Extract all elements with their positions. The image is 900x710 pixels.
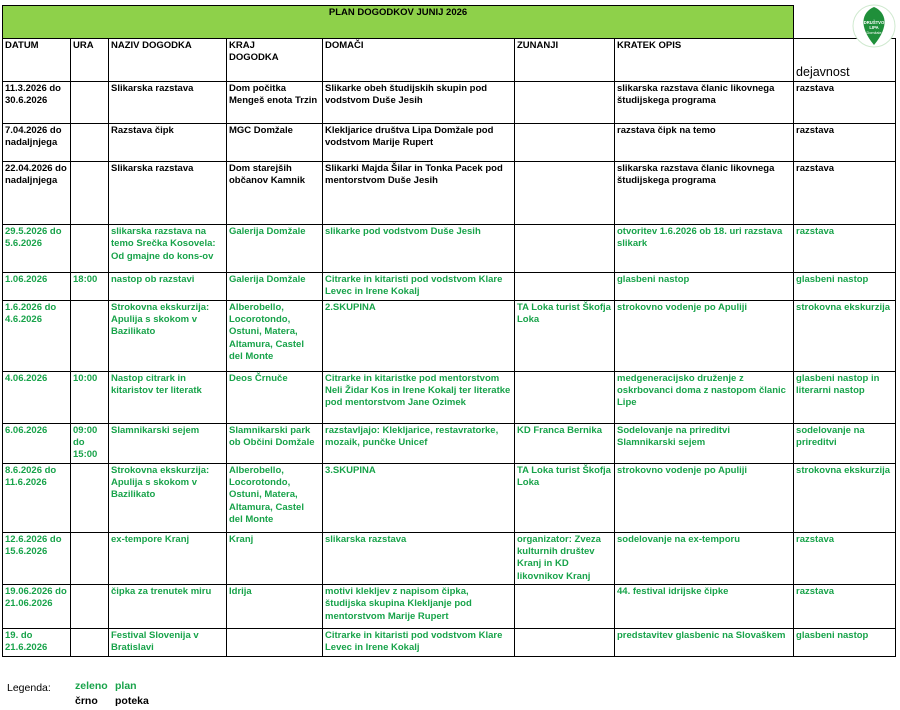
cell-datum: 19.06.2026 do 21.06.2026 <box>3 585 71 629</box>
header-dejavnost: dejavnost <box>794 39 896 82</box>
cell-dejavnost: glasbeni nastop in literarni nastop <box>794 371 896 423</box>
cell-zunanji <box>515 82 615 124</box>
cell-domaci: 2.SKUPINA <box>323 300 515 371</box>
cell-kraj: Alberobello, Locorotondo, Ostuni, Matera, Altamura, Castel del Monte <box>227 463 323 532</box>
cell-zunanji: organizator: Zveza kulturnih društev Kranj in KD likovnikov Kranj <box>515 532 615 584</box>
cell-naziv: Nastop citrark in kitaristov ter literatk <box>109 371 227 423</box>
cell-datum: 1.06.2026 <box>3 273 71 301</box>
cell-domaci: slikarke pod vodstvom Duše Jesih <box>323 225 515 273</box>
cell-domaci: Slikarki Majda Šilar in Tonka Pacek pod mentorstvom Duše Jesih <box>323 162 515 225</box>
cell-domaci: Klekljarice društva Lipa Domžale pod vodstvom Marije Rupert <box>323 124 515 162</box>
header-domaci: DOMAČI <box>323 39 515 82</box>
cell-opis: medgeneracijsko druženje z oskrbovanci doma z nastopom članic Lipe <box>615 371 794 423</box>
cell-zunanji <box>515 273 615 301</box>
cell-naziv: Slikarska razstava <box>109 82 227 124</box>
cell-opis: predstavitev glasbenic na Slovaškem <box>615 629 794 657</box>
cell-kraj: Dom starejših občanov Kamnik <box>227 162 323 225</box>
cell-opis: strokovno vodenje po Apuliji <box>615 300 794 371</box>
cell-ura <box>71 82 109 124</box>
table-row <box>3 124 896 162</box>
cell-dejavnost: razstava <box>794 532 896 584</box>
cell-domaci: Citrarke in kitaristi pod vodstvom Klare Levec in Irene Kokalj <box>323 273 515 301</box>
cell-datum: 19. do 21.6.2026 <box>3 629 71 657</box>
cell-ura: 10:00 <box>71 371 109 423</box>
cell-domaci: Slikarke obeh študijskih skupin pod vodstvom Duše Jesih <box>323 82 515 124</box>
table-row <box>3 371 896 423</box>
cell-ura <box>71 124 109 162</box>
title-row <box>3 6 896 39</box>
cell-dejavnost: strokovna ekskurzija <box>794 300 896 371</box>
legend-label: Legenda: <box>7 682 51 694</box>
event-plan-sheet <box>2 5 895 657</box>
cell-domaci: Citrarke in kitaristi pod vodstvom Klare Levec in Irene Kokalj <box>323 629 515 657</box>
header-naziv: NAZIV DOGODKA <box>109 39 227 82</box>
cell-ura <box>71 463 109 532</box>
logo-line-1: DRUŠTVO <box>863 20 885 25</box>
header-kraj-line2: DOGODKA <box>229 52 279 64</box>
cell-datum: 8.6.2026 do 11.6.2026 <box>3 463 71 532</box>
table-row <box>3 423 896 463</box>
cell-ura: 09:00 do 15:00 <box>71 423 109 463</box>
cell-datum: 4.06.2026 <box>3 371 71 423</box>
cell-naziv: čipka za trenutek miru <box>109 585 227 629</box>
table-row <box>3 162 896 225</box>
cell-zunanji <box>515 629 615 657</box>
cell-naziv: nastop ob razstavi <box>109 273 227 301</box>
cell-ura <box>71 225 109 273</box>
header-datum: DATUM <box>3 39 71 82</box>
cell-zunanji <box>515 162 615 225</box>
cell-naziv: Slikarska razstava <box>109 162 227 225</box>
cell-naziv: Slamnikarski sejem <box>109 423 227 463</box>
cell-dejavnost: sodelovanje na prireditvi <box>794 423 896 463</box>
header-kraj <box>227 39 323 82</box>
table-row <box>3 225 896 273</box>
cell-ura <box>71 162 109 225</box>
cell-datum: 11.3.2026 do 30.6.2026 <box>3 82 71 124</box>
cell-naziv: Razstava čipk <box>109 124 227 162</box>
cell-opis: strokovno vodenje po Apuliji <box>615 463 794 532</box>
legend-black-word: črno <box>75 695 98 707</box>
cell-kraj <box>227 629 323 657</box>
cell-domaci: motivi klekljev z napisom čipka, študijska skupina Klekljanje pod mentorstvom Marije Rupert <box>323 585 515 629</box>
cell-zunanji: KD Franca Bernika <box>515 423 615 463</box>
cell-ura <box>71 629 109 657</box>
cell-zunanji: TA Loka turist Škofja Loka <box>515 300 615 371</box>
table-row <box>3 273 896 301</box>
page-title: PLAN DOGODKOV JUNIJ 2026 <box>3 6 794 39</box>
cell-naziv: Strokovna ekskurzija: Apulija s skokom v Bazilikato <box>109 463 227 532</box>
cell-opis: razstava čipk na temo <box>615 124 794 162</box>
cell-dejavnost: strokovna ekskurzija <box>794 463 896 532</box>
logo-line-3: Domžale <box>866 31 882 35</box>
cell-ura <box>71 532 109 584</box>
cell-ura <box>71 300 109 371</box>
cell-kraj: Galerija Domžale <box>227 225 323 273</box>
event-plan-table <box>2 5 896 657</box>
cell-kraj: Kranj <box>227 532 323 584</box>
table-row <box>3 532 896 584</box>
cell-dejavnost: razstava <box>794 124 896 162</box>
header-opis: KRATEK OPIS <box>615 39 794 82</box>
cell-domaci: razstavljajo: Klekljarice, restavratorke, mozaik, punčke Unicef <box>323 423 515 463</box>
cell-zunanji <box>515 585 615 629</box>
table-row <box>3 585 896 629</box>
cell-zunanji <box>515 371 615 423</box>
cell-datum: 1.6.2026 do 4.6.2026 <box>3 300 71 371</box>
legend <box>7 678 307 708</box>
cell-dejavnost: glasbeni nastop <box>794 273 896 301</box>
table-row <box>3 463 896 532</box>
cell-domaci: slikarska razstava <box>323 532 515 584</box>
cell-opis: 44. festival idrijske čipke <box>615 585 794 629</box>
legend-black-meaning: poteka <box>115 695 149 707</box>
cell-datum: 22.04.2026 do nadaljnjega <box>3 162 71 225</box>
header-kraj-line1: KRAJ <box>229 40 255 51</box>
header-zunanji: ZUNANJI <box>515 39 615 82</box>
legend-green-meaning: plan <box>115 680 137 692</box>
cell-kraj: Dom počitka Mengeš enota Trzin <box>227 82 323 124</box>
cell-datum: 12.6.2026 do 15.6.2026 <box>3 532 71 584</box>
cell-kraj: Alberobello, Locorotondo, Ostuni, Matera, Altamura, Castel del Monte <box>227 300 323 371</box>
leaf-logo-icon <box>852 4 896 48</box>
table-row <box>3 300 896 371</box>
cell-dejavnost: razstava <box>794 585 896 629</box>
cell-naziv: Festival Slovenija v Bratislavi <box>109 629 227 657</box>
cell-opis: slikarska razstava članic likovnega študijskega programa <box>615 82 794 124</box>
cell-kraj: Idrija <box>227 585 323 629</box>
cell-naziv: Strokovna ekskurzija: Apulija s skokom v Bazilikato <box>109 300 227 371</box>
cell-ura: 18:00 <box>71 273 109 301</box>
header-row <box>3 39 896 82</box>
cell-opis: sodelovanje na ex-temporu <box>615 532 794 584</box>
cell-dejavnost: razstava <box>794 82 896 124</box>
cell-dejavnost: razstava <box>794 162 896 225</box>
cell-domaci: 3.SKUPINA <box>323 463 515 532</box>
cell-domaci: Citrarke in kitaristke pod mentorstvom Neli Židar Kos in Irene Kokalj ter literatke pod mentorstvom Jane Ozimek <box>323 371 515 423</box>
cell-kraj: MGC Domžale <box>227 124 323 162</box>
cell-opis: slikarska razstava članic likovnega študijskega programa <box>615 162 794 225</box>
cell-dejavnost: glasbeni nastop <box>794 629 896 657</box>
table-row <box>3 629 896 657</box>
cell-datum: 7.04.2026 do nadaljnjega <box>3 124 71 162</box>
cell-zunanji <box>515 225 615 273</box>
cell-datum: 29.5.2026 do 5.6.2026 <box>3 225 71 273</box>
cell-datum: 6.06.2026 <box>3 423 71 463</box>
cell-kraj: Galerija Domžale <box>227 273 323 301</box>
cell-zunanji <box>515 124 615 162</box>
cell-naziv: slikarska razstava na temo Srečka Kosovela: Od gmajne do kons-ov <box>109 225 227 273</box>
header-ura: URA <box>71 39 109 82</box>
cell-kraj: Deos Črnuče <box>227 371 323 423</box>
cell-opis: Sodelovanje na prireditvi Slamnikarski sejem <box>615 423 794 463</box>
cell-dejavnost: razstava <box>794 225 896 273</box>
legend-green-word: zeleno <box>75 680 108 692</box>
cell-naziv: ex-tempore Kranj <box>109 532 227 584</box>
cell-zunanji: TA Loka turist Škofja Loka <box>515 463 615 532</box>
table-body <box>3 82 896 657</box>
logo-line-2: LIPA <box>869 25 879 30</box>
cell-kraj: Slamnikarski park ob Občini Domžale <box>227 423 323 463</box>
cell-ura <box>71 585 109 629</box>
cell-opis: glasbeni nastop <box>615 273 794 301</box>
table-row <box>3 82 896 124</box>
cell-opis: otvoritev 1.6.2026 ob 18. uri razstava slikark <box>615 225 794 273</box>
